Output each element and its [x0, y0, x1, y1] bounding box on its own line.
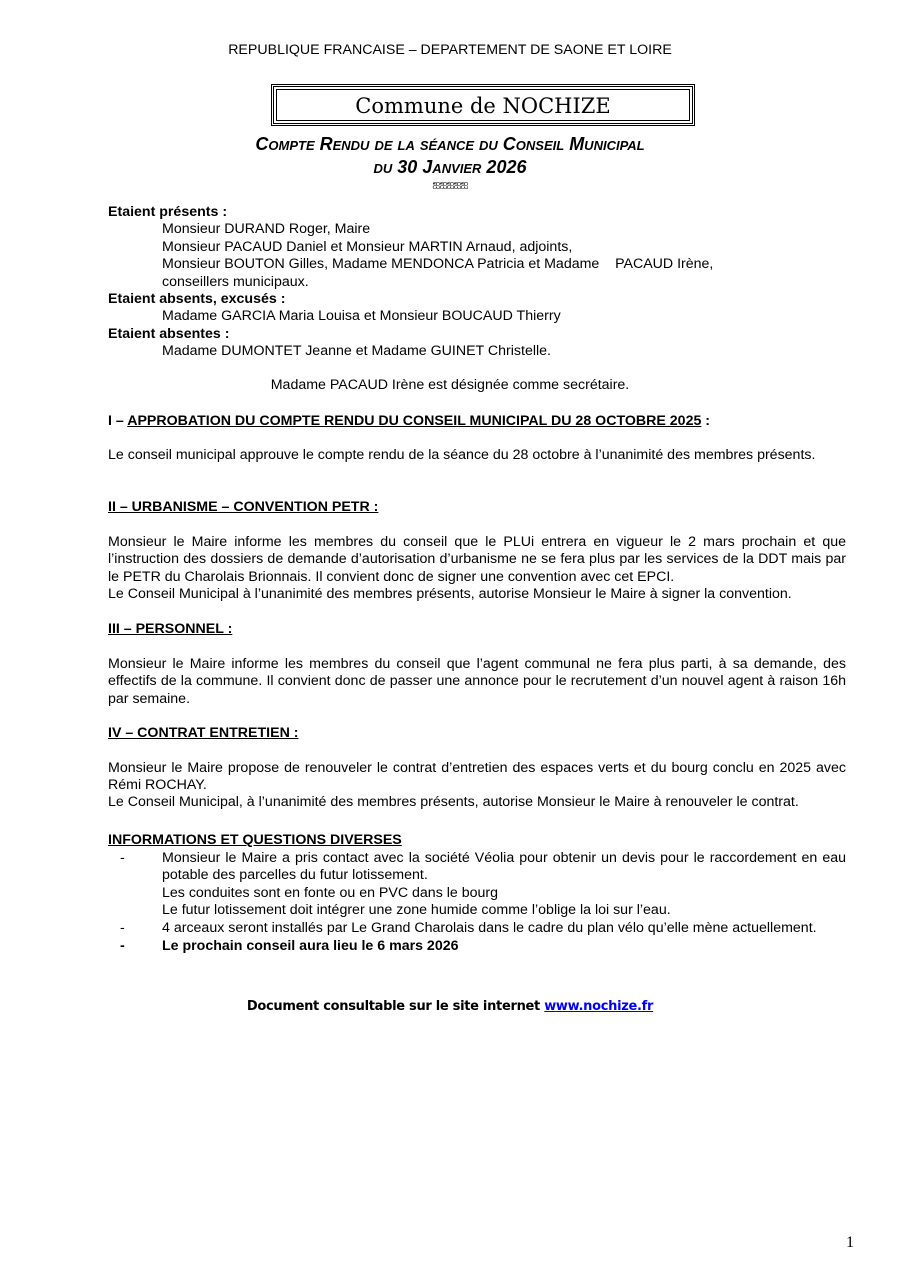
- info-line: Le futur lotissement doit intégrer une zone humide comme l’oblige la loi sur l’eau.: [162, 902, 671, 919]
- section-1-number: I –: [108, 413, 128, 429]
- present-item: Monsieur PACAUD Daniel et Monsieur MARTIN Arnaud, adjoints,: [162, 238, 573, 255]
- info-item: [108, 920, 846, 937]
- section-3-text: Monsieur le Maire informe les membres du conseil que l’agent communal ne fera plus parti, à sa demande, des effectifs de la commune. Il convient donc de passer une annonce pour le recrutement d’un nouvel agent à raison 16h par semaine.: [108, 656, 846, 707]
- info-line: Monsieur le Maire a pris contact avec la société Véolia pour obtenir un devis pour le raccordement en eau potable des parcelles du futur lotissement.: [162, 850, 846, 884]
- section-4-decision: Le Conseil Municipal, à l’unanimité des membres présents, autorise Monsieur le Maire à renouveler le contrat.: [108, 794, 799, 810]
- website-link[interactable]: www.nochize.fr: [544, 999, 654, 1014]
- present-item: conseillers municipaux.: [162, 273, 309, 290]
- bullet-dash: -: [120, 938, 125, 955]
- info-heading: INFORMATIONS ET QUESTIONS DIVERSES: [108, 832, 402, 848]
- attendance: [108, 204, 846, 361]
- section-2-decision: Le Conseil Municipal à l’unanimité des membres présents, autorise Monsieur le Maire à signer la convention.: [108, 586, 792, 602]
- info-line: Les conduites sont en fonte ou en PVC dans le bourg: [162, 884, 499, 901]
- excuses-list: Madame GARCIA Maria Louisa et Monsieur BOUCAUD Thierry: [162, 308, 561, 325]
- bullet-dash: -: [120, 919, 125, 936]
- section-2-text: Monsieur le Maire informe les membres du conseil que le PLUi entrera en vigueur le 2 mars prochain et que l’instruction des dossiers de demande d’autorisation d’urbanisme ne se fera plus par les services de la DDT mais par le PETR du Charolais Brionnais. Il convient donc de signer une convention avec cet EPCI.: [108, 534, 846, 585]
- section-3-heading: III – PERSONNEL :: [108, 621, 233, 637]
- section-1-text: Le conseil municipal approuve le compte rendu de la séance du 28 octobre à l’unanimité des membres présents.: [108, 447, 816, 463]
- info-list: [108, 850, 846, 955]
- present-item: Monsieur BOUTON Gilles, Madame MENDONCA Patricia et Madame PACAUD Irène,: [162, 256, 714, 273]
- footer: [0, 998, 900, 1015]
- document-title-line2: du 30 Janvier 2026: [373, 157, 527, 177]
- page-number: 1: [846, 1234, 854, 1251]
- present-item: Monsieur DURAND Roger, Maire: [162, 221, 371, 238]
- info-item: [108, 938, 846, 955]
- section-4-heading: IV – CONTRAT ENTRETIEN :: [108, 725, 299, 741]
- bullet-dash: -: [120, 850, 125, 866]
- commune-title: Commune de NOCHIZE: [271, 84, 695, 126]
- section-2-heading: II – URBANISME – CONVENTION PETR :: [108, 499, 379, 515]
- header-republique: REPUBLIQUE FRANCAISE – DEPARTEMENT DE SAONE ET LOIRE: [228, 42, 672, 58]
- info-line: 4 arceaux seront installés par Le Grand Charolais dans le cadre du plan vélo qu’elle mène actuellement.: [162, 919, 817, 936]
- excuses-label: Etaient absents, excusés :: [108, 291, 286, 308]
- absentes-list: Madame DUMONTET Jeanne et Madame GUINET Christelle.: [162, 343, 551, 360]
- info-line: Le prochain conseil aura lieu le 6 mars 2026: [162, 938, 459, 955]
- section-1-heading: [108, 413, 846, 430]
- footer-text: Document consultable sur le site internet: [246, 999, 545, 1014]
- info-item: [108, 850, 846, 920]
- section-4-text: Monsieur le Maire propose de renouveler le contrat d’entretien des espaces verts et du bourg conclu en 2025 avec Rémi ROCHAY.: [108, 760, 846, 794]
- presents-label: Etaient présents :: [108, 204, 228, 220]
- ornament: ஐஐஐஐஐ: [432, 179, 468, 190]
- secretaire: Madame PACAUD Irène est désignée comme secrétaire.: [270, 377, 630, 393]
- document-title-line1: Compte Rendu de la séance du Conseil Municipal: [255, 134, 645, 154]
- absentes-label: Etaient absentes :: [108, 325, 230, 342]
- section-1-title: APPROBATION DU COMPTE RENDU DU CONSEIL MUNICIPAL DU 28 OCTOBRE 2025: [127, 413, 702, 429]
- section-1-suffix: :: [701, 413, 711, 429]
